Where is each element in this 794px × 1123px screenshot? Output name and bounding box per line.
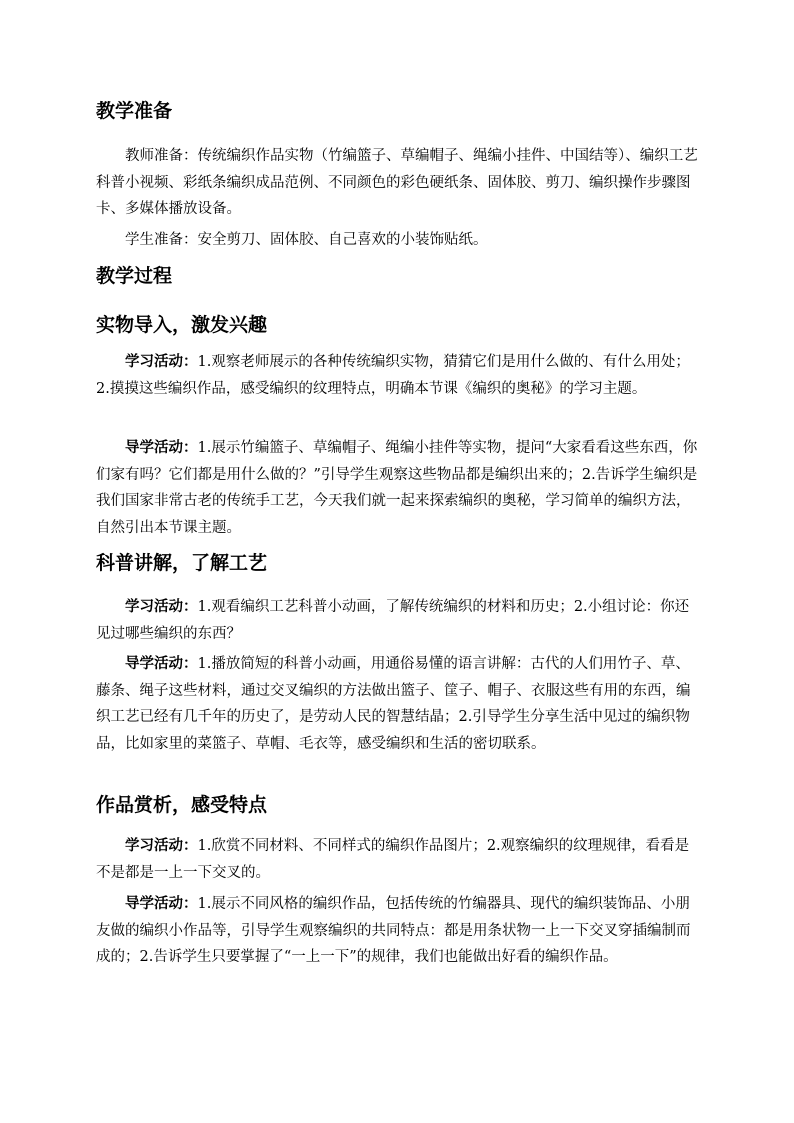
learning-activity-text: 1.观看编织工艺科普小动画，了解传统编织的材料和历史；2.小组讨论：你还见过哪些编织的东西？ — [96, 599, 690, 642]
learning-activity-text: 1.欣赏不同材料、不同样式的编织作品图片；2.观察编织的纹理规律，看看是不是都是一上一下交叉的。 — [96, 838, 690, 881]
section-heading-process: 教学过程 — [96, 265, 173, 287]
learning-activity-label: 学习活动： — [125, 598, 198, 615]
student-prep-paragraph: 学生准备：安全剪刀、固体胶、自己喜欢的小装饰贴纸。 — [125, 232, 488, 248]
learning-activity-1 — [96, 349, 700, 402]
subsection-heading-3: 作品赏析，感受特点 — [96, 794, 268, 816]
guide-activity-label: 导学活动： — [125, 439, 198, 456]
learning-activity-text: 1.观察老师展示的各种传统编织实物，猜猜它们是用什么做的、有什么用处；2.摸摸这些编织作品，感受编织的纹理特点，明确本节课《编织的奥秘》的学习主题。 — [96, 354, 690, 397]
guide-activity-3 — [96, 891, 700, 971]
subsection-heading-2: 科普讲解，了解工艺 — [96, 552, 268, 574]
guide-activity-text: 1.播放简短的科普小动画，用通俗易懂的语言讲解：古代的人们用竹子、草、藤条、绳子这些材料，通过交叉编织的方法做出篮子、筐子、帽子、衣服这些有用的东西，编织工艺已经有几千年的历史了，是劳动人民的智慧结晶；2.引导学生分享生活中见过的编织物品，比如家里的菜篮子、草帽、毛衣等，感受编织和生活的密切联系。 — [96, 656, 691, 752]
section-heading-prep: 教学准备 — [96, 100, 173, 122]
teacher-prep-paragraph: 教师准备：传统编织作品实物（竹编篮子、草编帽子、绳编小挂件、中国结等）、编织工艺科普小视频、彩纸条编织成品范例、不同颜色的彩色硬纸条、固体胶、剪刀、编织操作步骤图卡、多媒体播放设备。 — [96, 148, 698, 217]
guide-activity-text: 1.展示不同风格的编织作品，包括传统的竹编器具、现代的编织装饰品、小朋友做的编织小作品等，引导学生观察编织的共同特点：都是用条状物一上一下交叉穿插编制而成的；2.告诉学生只要掌握了“一上一下”的规律，我们也能做出好看的编织作品。 — [96, 896, 691, 965]
learning-activity-label: 学习活动： — [125, 837, 198, 854]
guide-activity-label: 导学活动： — [125, 655, 198, 672]
guide-activity-1 — [96, 435, 700, 541]
learning-activity-2 — [96, 594, 700, 647]
guide-activity-label: 导学活动： — [125, 895, 198, 912]
subsection-heading-1: 实物导入，激发兴趣 — [96, 314, 268, 336]
learning-activity-3 — [96, 833, 700, 886]
learning-activity-label: 学习活动： — [125, 353, 198, 370]
guide-activity-2 — [96, 651, 700, 757]
guide-activity-text: 1.展示竹编篮子、草编帽子、绳编小挂件等实物，提问“大家看看这些东西，你们家有吗？它们都是用什么做的？”引导学生观察这些物品都是编织出来的；2.告诉学生编织是我们国家非常古老的传统手工艺，今天我们就一起来探索编织的奥秘，学习简单的编织方法，自然引出本节课主题。 — [96, 440, 698, 536]
